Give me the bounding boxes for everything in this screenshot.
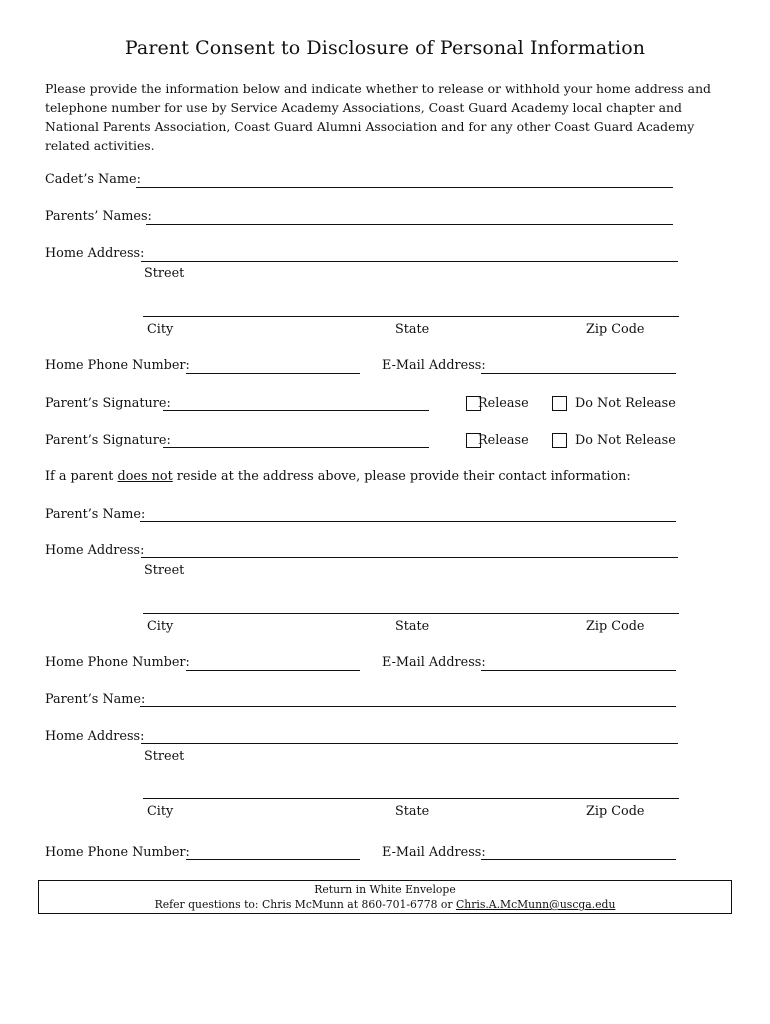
home-phone-label: Home Phone Number:: [45, 845, 190, 860]
note-emphasis: does not: [117, 469, 173, 484]
parent-signature-label: Parent’s Signature:: [45, 433, 171, 448]
city-caption: City: [147, 619, 174, 634]
parent-name-label: Parent’s Name:: [45, 507, 146, 522]
email-label: E-Mail Address:: [382, 655, 486, 670]
email-field[interactable]: [481, 859, 676, 860]
note-after: reside at the address above, please provide their contact information:: [172, 469, 631, 484]
parent-signature-label: Parent’s Signature:: [45, 396, 171, 411]
parent-name-label: Parent’s Name:: [45, 692, 146, 707]
release-label: Release: [478, 396, 529, 411]
city-caption: City: [147, 804, 174, 819]
form-title: Parent Consent to Disclosure of Personal Information: [124, 37, 646, 59]
home-address-street-field[interactable]: [141, 261, 678, 262]
home-phone-field[interactable]: [186, 859, 360, 860]
email-field[interactable]: [481, 373, 676, 374]
parent-name-field[interactable]: [140, 521, 676, 522]
email-field[interactable]: [481, 670, 676, 671]
do-not-release-checkbox[interactable]: [552, 433, 567, 448]
parent-signature-field[interactable]: [163, 447, 429, 448]
do-not-release-checkbox[interactable]: [552, 396, 567, 411]
zip-caption: Zip Code: [586, 804, 645, 819]
home-address-street-field[interactable]: [141, 557, 678, 558]
intro-paragraph: Please provide the information below and indicate whether to release or withhold your home address and telephone number for use by Service Academy Associations, Coast Guard Academy local chapter and National Parents Association, Coast Guard Alumni Association and for any other Coast Guard Academy related activities.: [45, 81, 711, 153]
return-instructions-box: [38, 880, 732, 914]
parents-names-label: Parents’ Names:: [45, 209, 152, 224]
cadet-name-label: Cadet’s Name:: [45, 172, 141, 187]
street-caption: Street: [144, 266, 185, 281]
city-state-zip-field[interactable]: [143, 798, 679, 799]
questions-contact: [39, 898, 731, 911]
city-caption: City: [147, 322, 174, 337]
cadet-name-field[interactable]: [136, 187, 673, 188]
email-label: E-Mail Address:: [382, 845, 486, 860]
home-address-label: Home Address:: [45, 543, 145, 558]
do-not-release-label: Do Not Release: [575, 433, 676, 448]
home-phone-field[interactable]: [186, 373, 360, 374]
home-address-label: Home Address:: [45, 729, 145, 744]
contact-email-link[interactable]: Chris.A.McMunn@uscga.edu: [455, 898, 616, 911]
city-state-zip-field[interactable]: [143, 613, 679, 614]
separate-parent-note: [45, 469, 631, 484]
street-caption: Street: [144, 563, 185, 578]
note-before: If a parent: [45, 469, 118, 484]
zip-caption: Zip Code: [586, 619, 645, 634]
parent-signature-field[interactable]: [163, 410, 429, 411]
state-caption: State: [395, 619, 430, 634]
home-phone-label: Home Phone Number:: [45, 358, 190, 373]
return-instruction: Return in White Envelope: [314, 883, 456, 896]
home-phone-field[interactable]: [186, 670, 360, 671]
street-caption: Street: [144, 749, 185, 764]
do-not-release-label: Do Not Release: [575, 396, 676, 411]
zip-caption: Zip Code: [586, 322, 645, 337]
parent-name-field[interactable]: [140, 706, 676, 707]
email-label: E-Mail Address:: [382, 358, 486, 373]
home-address-label: Home Address:: [45, 246, 145, 261]
questions-prefix: Refer questions to: Chris McMunn at 860-701-6778 or: [154, 898, 456, 911]
release-label: Release: [478, 433, 529, 448]
state-caption: State: [395, 804, 430, 819]
state-caption: State: [395, 322, 430, 337]
home-phone-label: Home Phone Number:: [45, 655, 190, 670]
home-address-street-field[interactable]: [141, 743, 678, 744]
parents-names-field[interactable]: [146, 224, 673, 225]
city-state-zip-field[interactable]: [143, 316, 679, 317]
